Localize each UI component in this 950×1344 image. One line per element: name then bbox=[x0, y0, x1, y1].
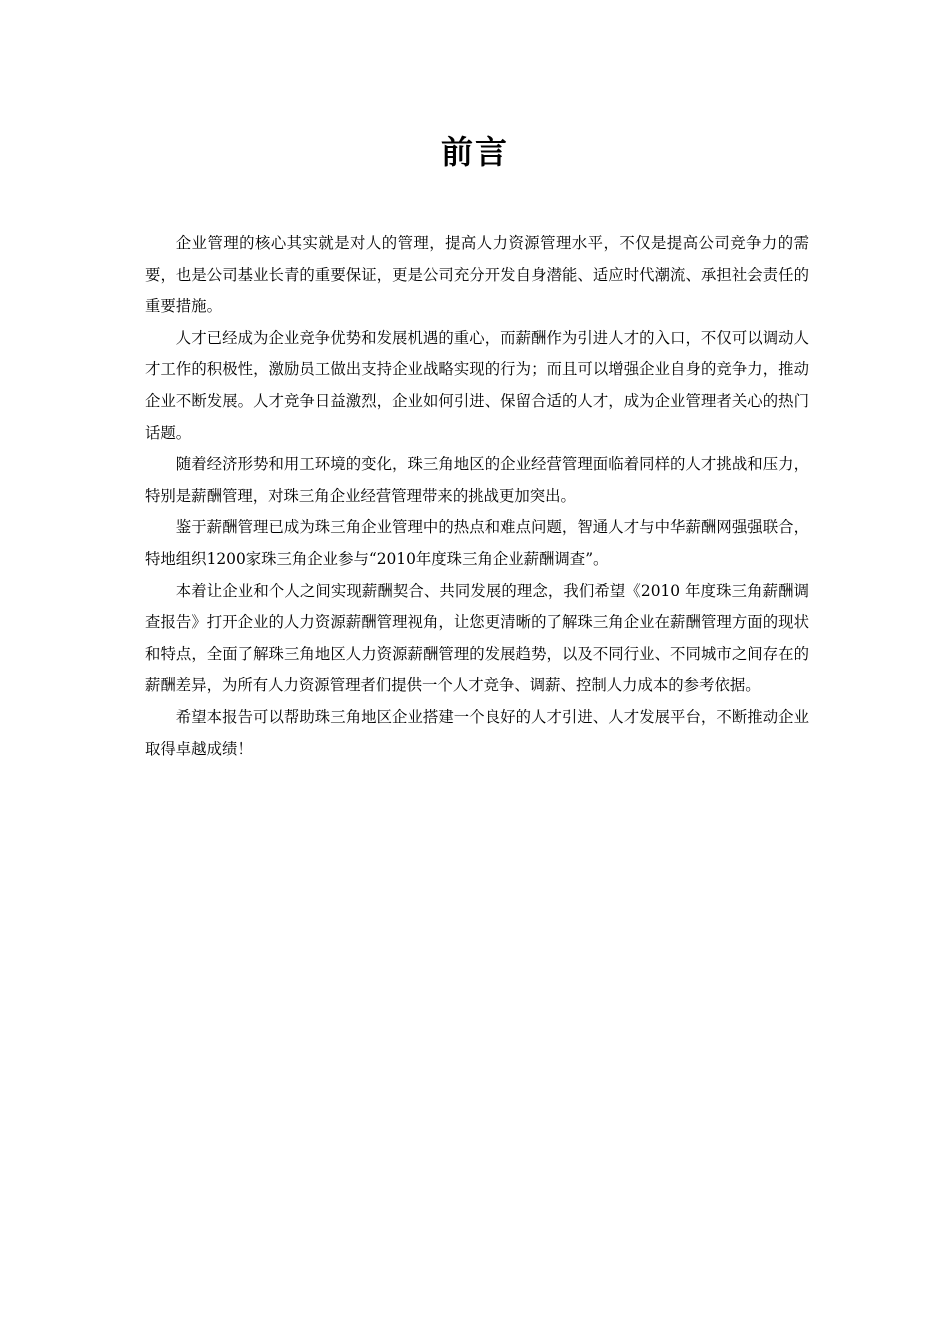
page-title: 前言 bbox=[440, 133, 509, 171]
paragraph-4: 鉴于薪酬管理已成为珠三角企业管理中的热点和难点问题，智通人才与中华薪酬网强强联合，特地组织1200家珠三角企业参与“2010年度珠三角企业薪酬调查”。 bbox=[145, 518, 809, 568]
paragraph-2: 人才已经成为企业竞争优势和发展机遇的重心，而薪酬作为引进人才的入口，不仅可以调动人才工作的积极性，激励员工做出支持企业战略实现的行为；而且可以增强企业自身的竞争力，推动企业不断发展。人才竞争日益激烈，企业如何引进、保留合适的人才，成为企业管理者关心的热门话题。 bbox=[145, 328, 809, 442]
paragraph-5: 本着让企业和个人之间实现薪酬契合、共同发展的理念，我们希望《2010 年度珠三角薪酬调查报告》打开企业的人力资源薪酬管理视角，让您更清晰的了解珠三角企业在薪酬管理方面的现状和特点，全面了解珠三角地区人力资源薪酬管理的发展趋势，以及不同行业、不同城市之间存在的薪酬差异，为所有人力资源管理者们提供一个人才竞争、调薪、控制人力成本的参考依据。 bbox=[145, 581, 809, 695]
paragraph-6: 希望本报告可以帮助珠三角地区企业搭建一个良好的人才引进、人才发展平台，不断推动企业取得卓越成绩！ bbox=[145, 707, 809, 758]
paragraph-3: 随着经济形势和用工环境的变化，珠三角地区的企业经营管理面临着同样的人才挑战和压力，特别是薪酬管理，对珠三角企业经营管理带来的挑战更加突出。 bbox=[145, 455, 809, 505]
paragraph-1: 企业管理的核心其实就是对人的管理，提高人力资源管理水平，不仅是提高公司竞争力的需要，也是公司基业长青的重要保证，更是公司充分开发自身潜能、适应时代潮流、承担社会责任的重要措施。 bbox=[145, 234, 809, 316]
body-text bbox=[145, 228, 809, 765]
